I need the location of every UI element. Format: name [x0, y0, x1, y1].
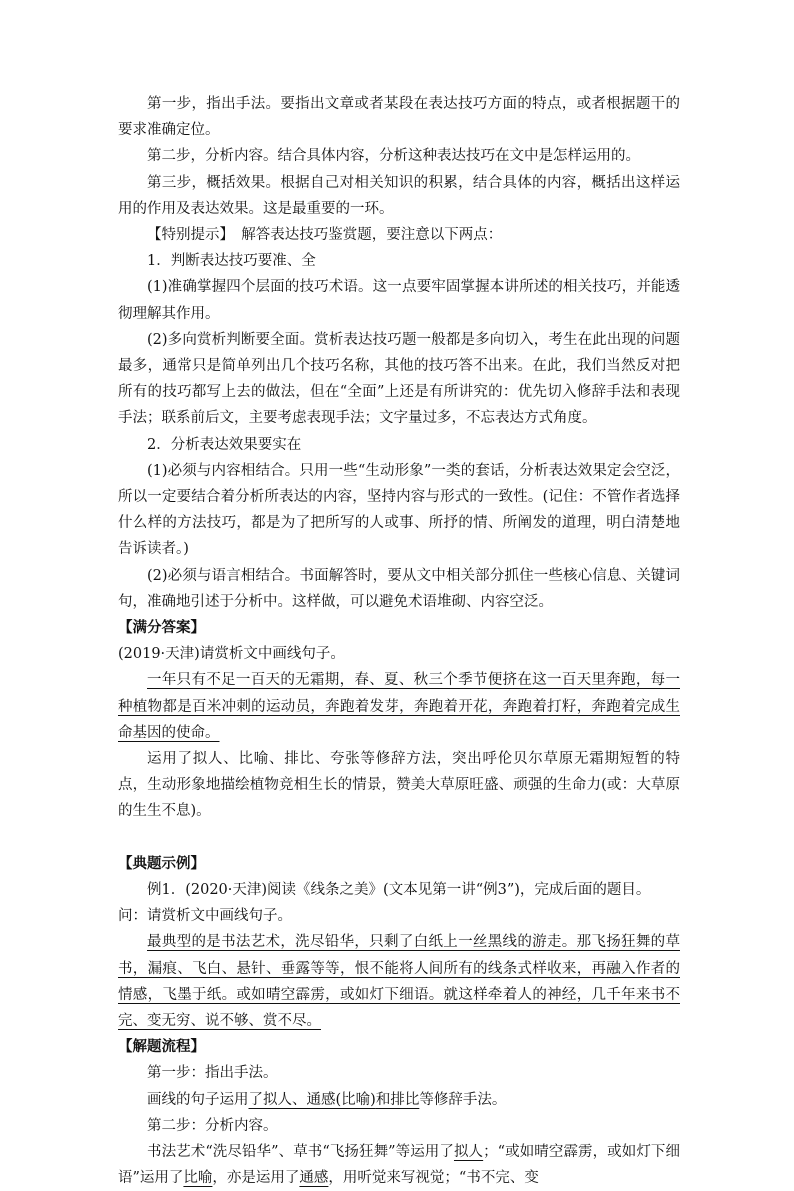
section-gap	[118, 825, 680, 851]
example-question: 问：请赏析文中画线句子。	[118, 908, 292, 925]
example-header: 【典题示例】	[118, 854, 205, 872]
point-two-item-one: (1)必须与内容相结合。只用一些“生动形象”一类的套话，分析表达效果定会空泛，所以一定要结合着分析所表达的内容，坚持内容与形式的一致性。(记住：不管作者选择什么样的方法技巧，都是为了把所写的人或事、所抒的情、所阐发的道理，明白清楚地告诉读者。)	[118, 462, 680, 558]
full-answer-question: (2019·天津)请赏析文中画线句子。	[118, 646, 345, 663]
special-tip-text: 解答表达技巧鉴赏题，要注意以下两点：	[226, 227, 503, 244]
text-run: ，亦是运用了	[212, 1170, 300, 1187]
process-step-one: 第一步：指出手法。	[147, 1065, 278, 1082]
point-one-title: 1．判断表达技巧要准、全	[147, 253, 316, 270]
text-run: 书法艺术“洗尽铅华”、草书“飞扬狂舞”等运用了	[147, 1143, 454, 1160]
step-one-paragraph: 第一步，指出手法。要指出文章或者某段在表达技巧方面的特点，或者根据题干的要求准确定位。	[118, 96, 680, 139]
text-run: ；“或如晴空霹雳，或如灯下细语”运用了	[118, 1143, 681, 1187]
underlined-quote: 最典型的是书法艺术，洗尽铅华，只剩了白纸上一丝黑线的游走。那飞扬狂舞的草书，漏痕、飞白、悬针、垂露等等，恨不能将人间所有的线条式样收来，再融入作者的情感，飞墨于纸。或如晴空霹雳，或如灯下细语。就这样牵着人的神经，几千年来书不完、变无穷、说不够、赏不尽。	[118, 934, 680, 1029]
point-two-item-two: (2)必须与语言相结合。书面解答时，要从文中相关部分抓住一些核心信息、关键词句，准确地引述于分析中。这样做，可以避免术语堆砌、内容空泛。	[118, 567, 680, 610]
process-step-one-detail	[118, 1087, 680, 1113]
point-one-item-one: (1)准确掌握四个层面的技巧术语。这一点要牢固掌握本讲所述的相关技巧，并能透彻理解其作用。	[118, 279, 680, 322]
example-quote	[118, 929, 680, 1034]
text-run: 画线的句子运用	[147, 1091, 249, 1108]
point-one-item-two: (2)多向赏析判断要全面。赏析表达技巧题一般都是多向切入，考生在此出现的问题最多，通常只是简单列出几个技巧名称，其他的技巧答不出来。在此，我们当然反对把所有的技巧都写上去的做法，但在“全面”上还是有所讲究的：优先切入修辞手法和表现手法；联系前后文，主要考虑表现手法；文字量过多，不忘表达方式角度。	[118, 331, 680, 427]
special-tip-label: 【特别提示】	[147, 227, 227, 244]
underlined-term: 和排比	[375, 1091, 420, 1108]
process-step-two-detail	[118, 1139, 680, 1191]
full-answer-quote	[118, 667, 680, 746]
document-page	[118, 91, 680, 1191]
underlined-term: 通感	[299, 1170, 329, 1187]
text-run: ，用听觉来写视觉；“书不完、变	[328, 1170, 539, 1187]
underlined-term: 拟人	[453, 1143, 484, 1160]
full-answer-answer: 运用了拟人、比喻、排比、夸张等修辞方法，突出呼伦贝尔草原无霜期短暂的特点，生动形象地描绘植物竞相生长的情景，赞美大草原旺盛、顽强的生命力(或：大草原的生生不息)。	[118, 751, 680, 820]
special-tip	[118, 222, 680, 248]
underlined-quote: 一年只有不足一百天的无霜期，春、夏、秋三个季节便挤在这一百天里奔跑，每一种植物都是百米冲刺的运动员，奔跑着发芽，奔跑着开花，奔跑着打籽，奔跑着完成生命基因的使命。	[118, 672, 680, 741]
underlined-term: 比喻	[183, 1170, 213, 1187]
example-intro: 例1．(2020·天津)阅读《线条之美》(文本见第一讲“例3”)，完成后面的题目。	[147, 881, 651, 898]
process-step-two: 第二步：分析内容。	[147, 1117, 278, 1134]
text-run: 等修辞手法。	[419, 1091, 507, 1108]
step-three-paragraph: 第三步，概括效果。根据自己对相关知识的积累，结合具体的内容，概括出这样运用的作用及表达效果。这是最重要的一环。	[118, 174, 680, 217]
step-two-paragraph: 第二步，分析内容。结合具体内容，分析这种表达技巧在文中是怎样运用的。	[147, 148, 640, 165]
point-two-title: 2．分析表达效果要实在	[147, 436, 302, 453]
underlined-term: 了拟人、通感(比喻)	[248, 1091, 376, 1108]
process-header: 【解题流程】	[118, 1038, 205, 1056]
full-answer-header: 【满分答案】	[118, 619, 205, 637]
